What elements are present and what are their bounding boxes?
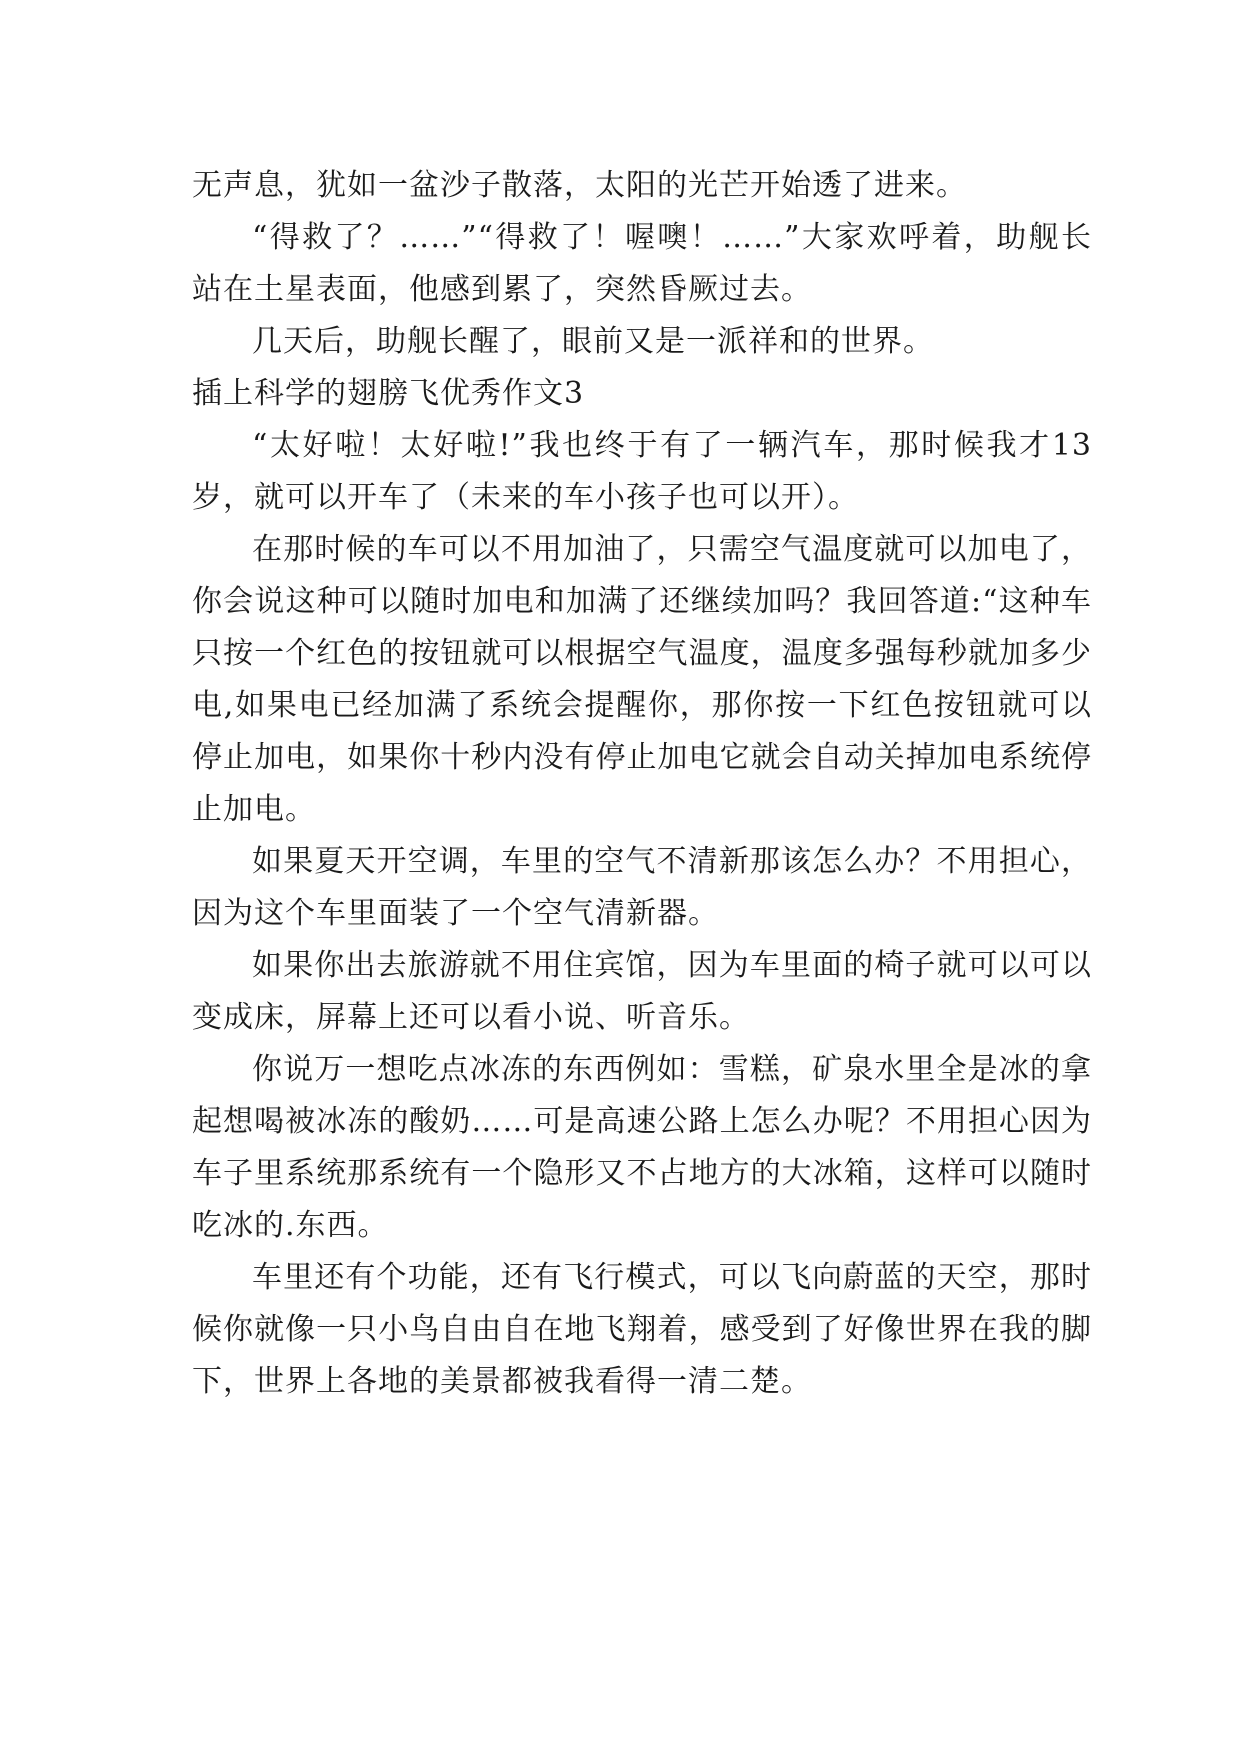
paragraph: 如果你出去旅游就不用住宾馆，因为车里面的椅子就可以可以变成床，屏幕上还可以看小说、听音乐。 [192, 948, 1092, 1035]
section-heading: 插上科学的翅膀飞优秀作文3 [192, 376, 585, 411]
paragraph: 车里还有个功能，还有飞行模式，可以飞向蔚蓝的天空，那时候你就像一只小鸟自由自在地飞翔着，感受到了好像世界在我的脚下，世界上各地的美景都被我看得一清二楚。 [192, 1260, 1092, 1399]
paragraph: 你说万一想吃点冰冻的东西例如：雪糕，矿泉水里全是冰的拿起想喝被冰冻的酸奶……可是高速公路上怎么办呢？不用担心因为车子里系统那系统有一个隐形又不占地方的大冰箱，这样可以随时吃冰的.东西。 [192, 1052, 1092, 1243]
paragraph: 在那时候的车可以不用加油了，只需空气温度就可以加电了，你会说这种可以随时加电和加满了还继续加吗？我回答道:“这种车只按一个红色的按钮就可以根据空气温度，温度多强每秒就加多少电,如果电已经加满了系统会提醒你，那你按一下红色按钮就可以停止加电，如果你十秒内没有停止加电它就会自动关掉加电系统停止加电。 [192, 532, 1092, 827]
paragraph: “太好啦！太好啦!”我也终于有了一辆汽车，那时候我才13岁，就可以开车了（未来的车小孩子也可以开）。 [192, 428, 1092, 515]
paragraph: 如果夏天开空调，车里的空气不清新那该怎么办？不用担心，因为这个车里面装了一个空气清新器。 [192, 844, 1092, 931]
paragraph: 几天后，助舰长醒了，眼前又是一派祥和的世界。 [252, 324, 934, 359]
paragraph: “得救了？……”“得救了！喔噢！……”大家欢呼着，助舰长站在土星表面，他感到累了，突然昏厥过去。 [192, 220, 1092, 307]
document-body [192, 160, 1092, 1408]
paragraph-continuation: 无声息，犹如一盆沙子散落，太阳的光芒开始透了进来。 [192, 168, 967, 203]
